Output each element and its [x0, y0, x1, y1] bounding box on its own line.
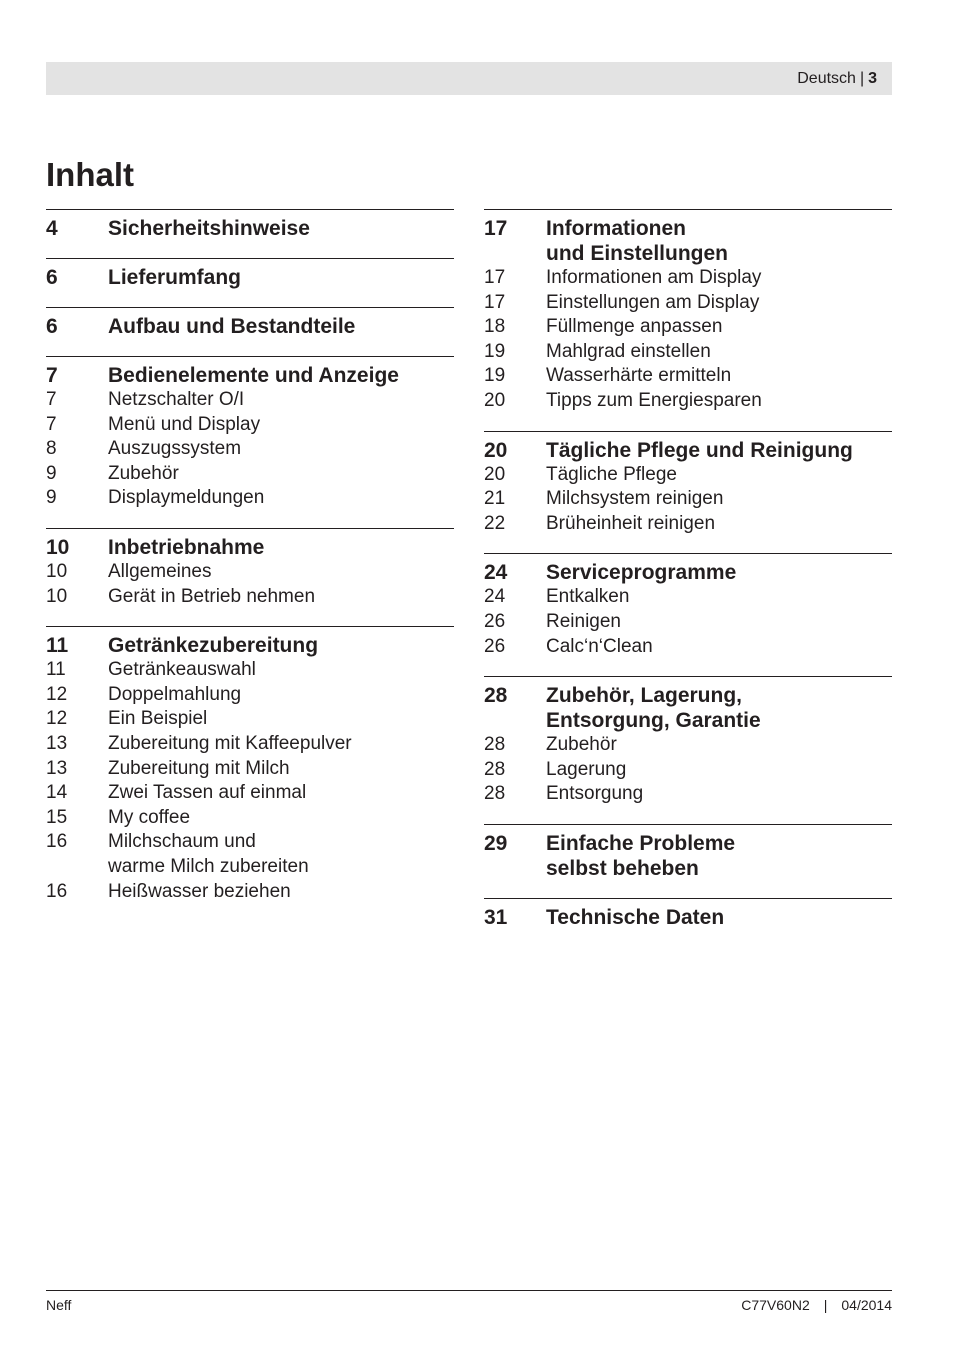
toc-section-page-number: 24 [484, 561, 508, 585]
toc-entry-page-number: 9 [46, 462, 57, 484]
toc-entry-title: Getränkeauswahl [108, 659, 256, 681]
toc-entry-title: Zwei Tassen auf einmal [108, 782, 307, 804]
toc-entry-page-number: 18 [484, 316, 506, 338]
toc-section-title: Inbetriebnahme [108, 535, 265, 559]
toc-column-right [484, 209, 892, 947]
toc-entry[interactable] [46, 707, 454, 732]
toc-entry[interactable] [484, 635, 892, 660]
toc-entry[interactable] [484, 610, 892, 635]
toc-section-heading[interactable] [484, 905, 892, 930]
toc-entry-title: Zubereitung mit Kaffeepulver [108, 732, 352, 754]
toc-entry-page-number: 28 [484, 734, 506, 756]
toc-section [484, 431, 892, 554]
toc-entry-title: Zubehör [108, 462, 179, 484]
toc-entry[interactable] [484, 364, 892, 389]
toc-entry-page-number: 12 [46, 708, 68, 730]
toc-entry-title: Displaymeldungen [108, 487, 265, 509]
toc-section [46, 626, 454, 921]
toc-entry[interactable] [46, 658, 454, 683]
footer-info [741, 1297, 892, 1313]
toc-entry-page-number: 11 [46, 659, 66, 681]
toc-section [484, 553, 892, 676]
toc-section-heading[interactable] [484, 216, 892, 266]
toc-section-title: Tägliche Pflege und Reinigung [546, 438, 853, 462]
toc-entry-page-number: 17 [484, 291, 506, 313]
toc-entry[interactable] [46, 437, 454, 462]
toc-section-heading[interactable] [46, 363, 454, 388]
toc-entry-title: Informationen am Display [546, 267, 762, 288]
toc-entry-page-number: 14 [46, 782, 68, 804]
toc-entry-title: Tipps zum Energiesparen [546, 389, 762, 411]
toc-entry[interactable] [484, 389, 892, 414]
toc-section-heading[interactable] [484, 560, 892, 585]
toc-entry[interactable] [484, 340, 892, 365]
toc-entry-title: Entsorgung [546, 783, 644, 805]
toc-entry-page-number: 10 [46, 585, 68, 607]
toc-section-title: Technische Daten [546, 905, 725, 929]
footer-brand: Neff [46, 1297, 72, 1313]
toc-entry-title: Zubehör [546, 734, 617, 756]
toc-entry[interactable] [46, 830, 454, 879]
toc-section-page-number: 29 [484, 831, 508, 855]
toc-section-heading[interactable] [484, 831, 892, 881]
toc-section [46, 258, 454, 307]
toc-section-title: Bedienelemente und Anzeige [108, 364, 399, 387]
toc-entry-page-number: 28 [484, 758, 506, 780]
toc-entry-page-number: 16 [46, 880, 68, 902]
page-header-bar [46, 62, 892, 95]
page-title: Inhalt [46, 156, 134, 193]
toc-section [484, 209, 892, 431]
header-page-number: 3 [868, 70, 877, 87]
toc-entry-page-number: 22 [484, 512, 506, 534]
toc-entry[interactable] [46, 486, 454, 511]
toc-section-heading[interactable] [46, 216, 454, 241]
footer-date: 04/2014 [841, 1297, 892, 1313]
toc-entry[interactable] [484, 585, 892, 610]
toc-entry[interactable] [46, 388, 454, 413]
toc-entry[interactable] [46, 806, 454, 831]
toc-entry[interactable] [46, 413, 454, 438]
page-header-text [797, 70, 877, 88]
header-separator: | [859, 70, 865, 87]
toc-entry[interactable] [46, 683, 454, 708]
toc-entry-title: Mahlgrad einstellen [546, 340, 711, 362]
toc-section-heading[interactable] [484, 683, 892, 733]
toc-section-heading[interactable] [46, 633, 454, 658]
toc-entry-title: Reinigen [546, 610, 621, 632]
toc-section-page-number: 31 [484, 905, 508, 929]
toc-entry-title: Menü und Display [108, 413, 261, 435]
toc-section-title: Lieferumfang [108, 266, 242, 289]
toc-entry-title: Ein Beispiel [108, 708, 208, 730]
toc-entry[interactable] [46, 781, 454, 806]
toc-section-title: Aufbau und Bestandteile [108, 315, 356, 338]
toc-entry-page-number: 24 [484, 586, 506, 608]
toc-entry-title: Calc‘n‘Clean [546, 635, 653, 657]
toc-entry-title: Brüheinheit reinigen [546, 512, 716, 534]
toc-entry-page-number: 20 [484, 389, 506, 411]
toc-entry-title: Heißwasser beziehen [108, 880, 291, 902]
toc-section-title: Getränkezubereitung [108, 634, 319, 658]
toc-section [484, 898, 892, 947]
footer-separator: | [823, 1297, 828, 1313]
toc-entry-page-number: 17 [484, 267, 506, 288]
toc-section [484, 676, 892, 824]
footer-rule [46, 1290, 892, 1291]
toc-entry-page-number: 7 [46, 389, 57, 410]
toc-section-title: Serviceprogramme [546, 561, 737, 585]
toc-entry-page-number: 9 [46, 487, 57, 509]
toc-entry-page-number: 26 [484, 610, 506, 632]
toc-column-left [46, 209, 454, 921]
toc-entry-page-number: 10 [46, 560, 68, 582]
toc-section-title: Einfache Probleme selbst beheben [546, 831, 736, 880]
footer-model: C77V60N2 [741, 1297, 810, 1313]
toc-entry-title: Tägliche Pflege [546, 463, 677, 485]
toc-section-heading[interactable] [46, 535, 454, 560]
toc-entry[interactable] [484, 512, 892, 537]
toc-section-page-number: 28 [484, 684, 508, 708]
toc-entry-page-number: 28 [484, 783, 506, 805]
toc-entry-page-number: 19 [484, 340, 506, 362]
toc-entry-title: Füllmenge anpassen [546, 316, 723, 338]
toc-entry-page-number: 8 [46, 438, 57, 460]
toc-entry[interactable] [46, 880, 454, 905]
toc-section-page-number: 11 [46, 634, 69, 658]
toc-entry-title: Entkalken [546, 586, 630, 608]
toc-entry-title: Gerät in Betrieb nehmen [108, 585, 316, 607]
toc-entry-title: Netzschalter O/I [108, 389, 245, 410]
toc-entry-title: My coffee [108, 806, 191, 828]
toc-section [46, 528, 454, 626]
toc-entry[interactable] [484, 782, 892, 807]
toc-entry[interactable] [46, 560, 454, 585]
toc-entry[interactable] [484, 758, 892, 783]
toc-entry-title: Einstellungen am Display [546, 291, 760, 313]
toc-section-heading[interactable] [46, 265, 454, 290]
toc-section-page-number: 17 [484, 217, 508, 240]
toc-section [46, 209, 454, 258]
toc-section-title: Sicherheitshinweise [108, 217, 310, 240]
toc-section-title: Informationen und Einstellungen [546, 217, 728, 265]
toc-entry-page-number: 21 [484, 488, 506, 510]
toc-entry[interactable] [484, 266, 892, 291]
toc-entry[interactable] [46, 757, 454, 782]
toc-section [46, 356, 454, 528]
header-language: Deutsch [797, 70, 856, 87]
toc-section-page-number: 4 [46, 217, 58, 240]
toc-section-title: Zubehör, Lagerung, Entsorgung, Garantie [546, 684, 761, 733]
toc-entry-page-number: 15 [46, 806, 68, 828]
toc-entry[interactable] [484, 315, 892, 340]
toc-entry[interactable] [46, 585, 454, 610]
toc-entry[interactable] [484, 291, 892, 316]
toc-entry-title: Allgemeines [108, 560, 212, 582]
toc-entry-title: Doppelmahlung [108, 683, 242, 705]
toc-entry-page-number: 19 [484, 365, 506, 387]
toc-entry[interactable] [46, 462, 454, 487]
toc-entry[interactable] [484, 733, 892, 758]
toc-section [484, 824, 892, 898]
toc-section-page-number: 6 [46, 266, 58, 289]
toc-entry-title: Zubereitung mit Milch [108, 757, 290, 779]
toc-entry[interactable] [484, 487, 892, 512]
toc-entry-page-number: 26 [484, 635, 506, 657]
toc-entry-title: Lagerung [546, 758, 627, 780]
toc-entry-page-number: 20 [484, 463, 506, 485]
toc-entry-title: Auszugssystem [108, 438, 242, 460]
toc-entry-page-number: 12 [46, 683, 68, 705]
toc-entry-page-number: 13 [46, 732, 68, 754]
toc-section [46, 307, 454, 356]
toc-entry-title: Milchschaum und warme Milch zubereiten [108, 831, 309, 877]
toc-entry-title: Milchsystem reinigen [546, 488, 724, 510]
toc-entry[interactable] [46, 732, 454, 757]
toc-entry-page-number: 13 [46, 757, 68, 779]
toc-section-page-number: 20 [484, 438, 508, 462]
toc-entry-title: Wasserhärte ermitteln [546, 365, 732, 387]
toc-entry-page-number: 16 [46, 831, 68, 853]
toc-section-page-number: 6 [46, 315, 58, 338]
toc-section-page-number: 10 [46, 535, 70, 559]
toc-section-heading[interactable] [484, 438, 892, 463]
toc-section-page-number: 7 [46, 364, 58, 387]
toc-section-heading[interactable] [46, 314, 454, 339]
toc-entry-page-number: 7 [46, 413, 57, 435]
toc-entry[interactable] [484, 463, 892, 488]
